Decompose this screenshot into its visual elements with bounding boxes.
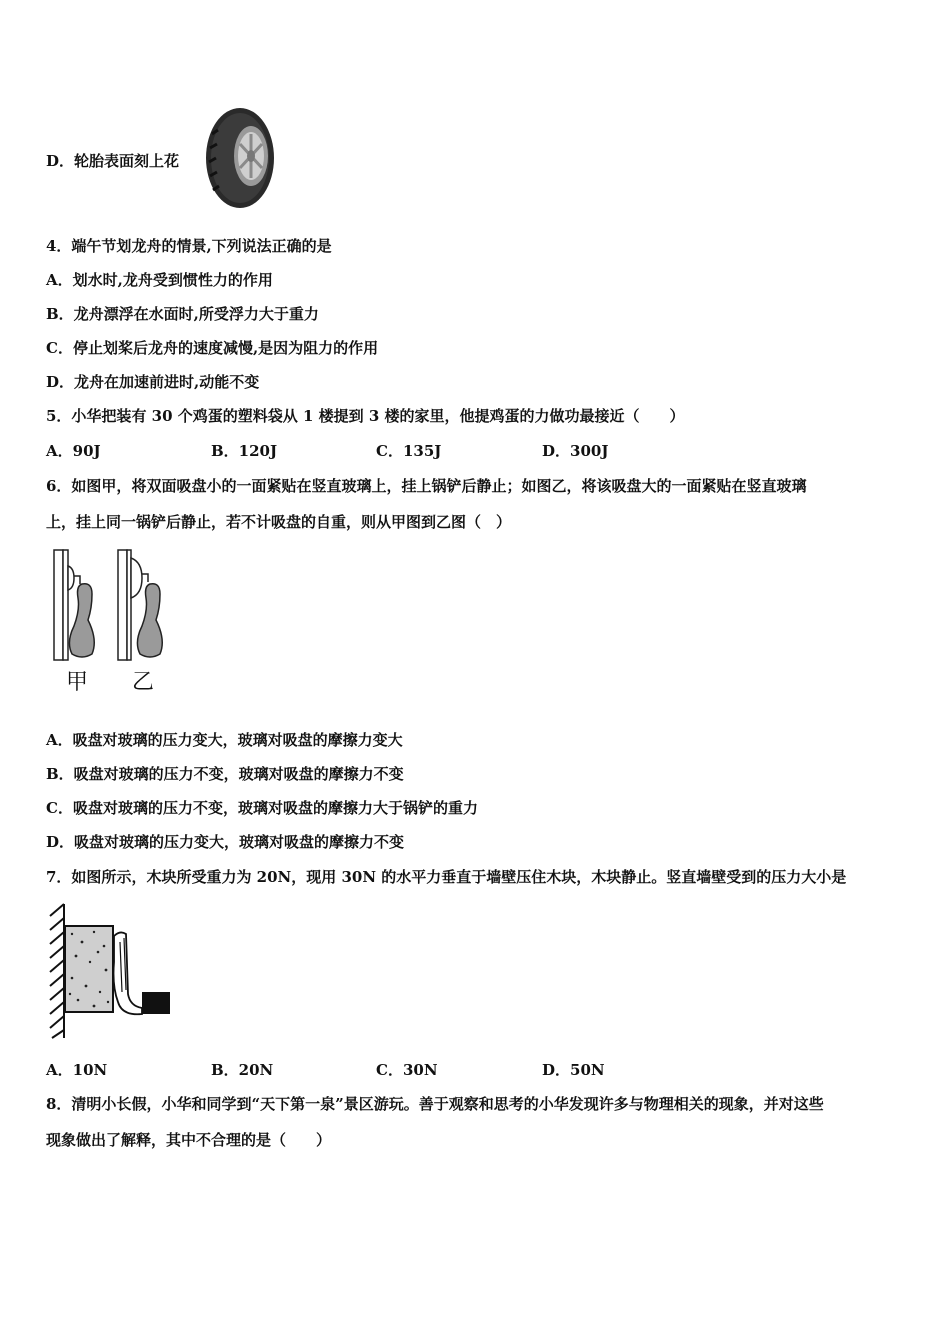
- q5-options: [46, 440, 746, 460]
- q8-stem-line2: 现象做出了解释，其中不合理的是（ ）: [46, 1131, 332, 1149]
- q6-stem-line1: 6．如图甲，将双面吸盘小的一面紧贴在竖直玻璃上，挂上锅铲后静止；如图乙，将该吸盘大的一面紧贴在竖直玻璃: [46, 477, 807, 495]
- q6-stem-line2: 上，挂上同一锅铲后静止，若不计吸盘的自重，则从甲图到乙图（ ）: [46, 513, 512, 531]
- q4-option-b: B．龙舟漂浮在水面时,所受浮力大于重力: [46, 305, 319, 323]
- suction-cup-figure: [48, 548, 178, 666]
- q6-option-a: A．吸盘对玻璃的压力变大，玻璃对吸盘的摩擦力变大: [46, 731, 403, 749]
- q5-option-c: C．135J: [376, 442, 442, 460]
- fig-label-jia: 甲: [66, 670, 89, 695]
- q7-option-c: C．30N: [376, 1061, 438, 1079]
- q8-stem-line1: 8．清明小长假，小华和同学到“天下第一泉”景区游玩。善于观察和思考的小华发现许多与物理相关的现象，并对这些: [46, 1095, 824, 1113]
- q7-option-b: B．20N: [211, 1061, 274, 1079]
- q5-option-d: D．300J: [542, 442, 609, 460]
- q4-option-c: C．停止划桨后龙舟的速度减慢,是因为阻力的作用: [46, 339, 379, 357]
- q5-stem: 5．小华把装有 30 个鸡蛋的塑料袋从 1 楼提到 3 楼的家里，他提鸡蛋的力做功最接近（ ）: [46, 407, 685, 425]
- q6-option-c: C．吸盘对玻璃的压力不变，玻璃对吸盘的摩擦力大于锅铲的重力: [46, 799, 478, 817]
- tire-figure: [196, 104, 278, 212]
- q4-stem: 4．端午节划龙舟的情景,下列说法正确的是: [46, 237, 332, 255]
- q7-option-d: D．50N: [542, 1061, 605, 1079]
- fig-label-yi: 乙: [132, 670, 155, 695]
- q3-option-d: D．轮胎表面刻上花: [46, 152, 180, 170]
- q7-option-a: A．10N: [46, 1061, 108, 1079]
- q6-option-d: D．吸盘对玻璃的压力变大，玻璃对吸盘的摩擦力不变: [46, 833, 405, 851]
- q4-option-a: A．划水时,龙舟受到惯性力的作用: [46, 271, 273, 289]
- q7-stem: 7．如图所示，木块所受重力为 20N，现用 30N 的水平力垂直于墙壁压住木块，木块静止。竖直墙壁受到的压力大小是: [46, 868, 847, 886]
- q4-option-d: D．龙舟在加速前进时,动能不变: [46, 373, 260, 391]
- q5-option-a: A．90J: [46, 442, 101, 460]
- q6-option-b: B．吸盘对玻璃的压力不变，玻璃对吸盘的摩擦力不变: [46, 765, 404, 783]
- q5-option-b: B．120J: [211, 442, 278, 460]
- q7-options: [46, 1059, 746, 1079]
- wall-block-figure: [48, 902, 174, 1040]
